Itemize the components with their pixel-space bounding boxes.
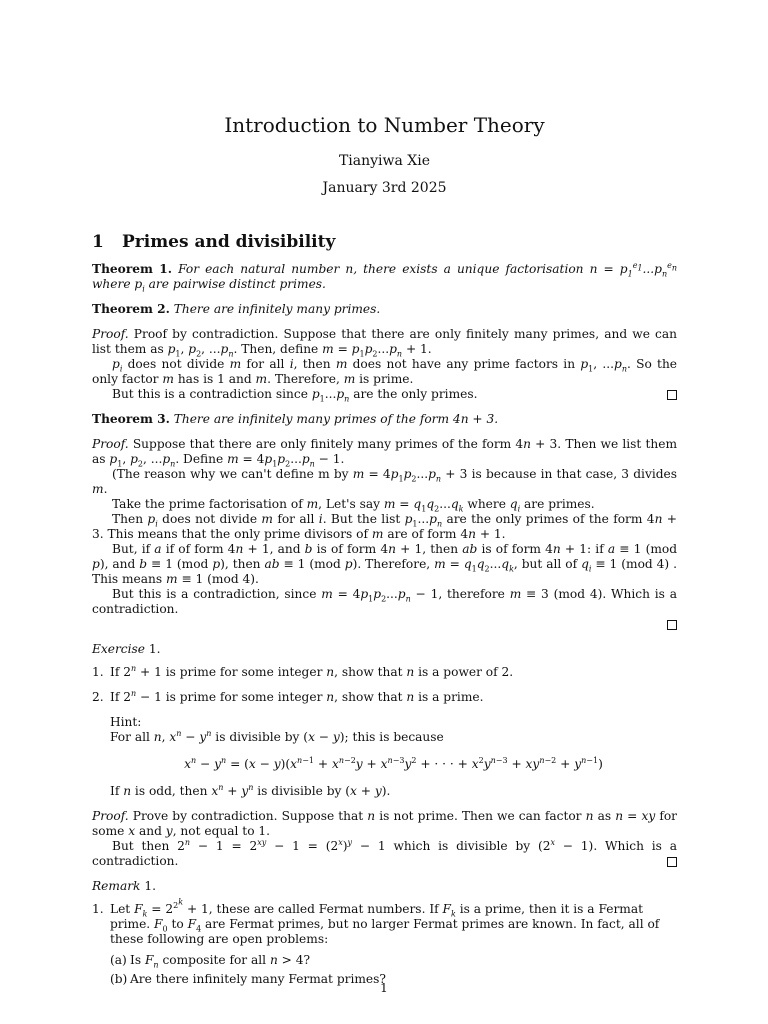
proof-label: Proof. [92,437,129,451]
exercise-1 [92,642,677,799]
theorem-label: Theorem 3. [92,412,170,426]
exercise-number: 1. [148,642,161,656]
theorem-label: Theorem 1. [92,262,173,276]
paper-date: January 3rd 2025 [322,180,447,196]
qed-box-icon [667,857,677,867]
theorem-text: There are infinitely many primes of the form 4n + 3. [173,412,499,426]
qed-box-icon [667,620,677,630]
remark-1 [92,879,677,987]
qed-box-icon [667,390,677,400]
display-equation: $x^n - y^n = (x - y)(x^{n-1} + x^{n-2}y + x^{n-3}y^2$ + · · · + $x^2y^{n-3} + xy^{n-2} + y^{n-1}$) [184,755,603,771]
section-body [92,262,677,997]
theorem-label: Theorem 2. [92,302,170,316]
odd-line: If n is odd, then $x^n + y^n$ is divisible by (x + y). [110,782,391,798]
section-title: Primes and divisibility [122,232,336,252]
theorem-1 [92,262,677,292]
author-name: Tianyiwa Xie [338,153,431,169]
proof-2: Proof. Suppose that there are only finitely many primes of the form 4n + 3. Then we list them as $p_1$, $p_2$, $...p_n$. Define $m = 4p_1p_2...p_n - 1$. (The reason why we can't define m by $m = 4p_1p_2...p_n + 3$ is because in that case, 3 divides m. Take the prime factorisation of m, Let's say $m = q_1q_2...q_k$ where $q_i$ are primes. Then $p_i$ does not divide m for all i. But the list $p_1...p_n$ are the only primes of the form 4n + 3. This means that the only prime divisors of m are of form 4n + 1. But, if a if of form 4n + 1, and b is of form 4n + 1, then ab is of form 4n + 1: if a ≡ 1 (mod p), and b ≡ 1 (mod p), then ab ≡ 1 (mod p). Therefore, $m = q_1q_2...q_k$, but all of $q_i \equiv 1$ (mod 4) . This means m ≡ 1 (mod 4). But this is a contradiction, since $m = 4p_1p_2...p_n - 1$, therefore m ≡ 3 (mod 4). Which is a contradiction. [92,437,677,632]
remark-label: Remark [92,879,141,893]
exercise-label: Exercise [92,642,145,656]
proof-label: Proof. [92,809,129,823]
theorem-2 [92,302,677,317]
theorem-text: For each natural number n, there exists a unique factorisation $n = p_1^{e_1}...p_n^{e_n}$ where $p_i$ are pairwise distinct primes. [92,260,677,294]
remark-number: 1. [144,879,156,893]
theorem-text: There are infinitely many primes. [173,302,381,316]
proof-label: Proof. [92,327,129,341]
hint-block [110,715,677,799]
list-item: 1. If $2^n + 1$ is prime for some integer n, show that n is a power of 2. [92,663,514,679]
exercise-list [92,665,677,799]
hint-line: For all n, $x^n - y^n$ is divisible by (x − y); this is because [110,728,444,744]
list-item: 2. If $2^n - 1$ is prime for some integer n, show that n is a prime. Hint: For all n, $x^n - y^n$ is divisible by (x − y); this is because $x^n - y^n = (x - y)(x^{n-1} + x^{n-2}y + x^{n-3}y^2$ + · · · + $x^2y^{n-3} + xy^{n-2} + y^{n-1}$) If n is odd, then $x^n + y^n$ is divisible by (x + y). [92,690,677,799]
page-number: 1 [380,981,388,995]
list-item: (b) Are there infinitely many Fermat primes? [110,972,386,986]
list-item: (a) Is $F_n$ composite for all n > 4? [110,953,311,970]
section-heading [92,232,335,252]
hint-label: Hint: [110,715,142,729]
section-number: 1 [92,232,104,252]
theorem-3 [92,412,677,427]
remark-list [92,897,677,987]
proof-3: Proof. Prove by contradiction. Suppose that n is not prime. Then we can factor n as n = xy for some x and y, not equal to 1. But then $2^n - 1 = 2^{xy} - 1 = (2^x)^y - 1$ which is divisible by $(2^x - 1)$. Which is a contradiction. [92,809,677,868]
proof-1: Proof. Proof by contradiction. Suppose that there are only finitely many primes, and we can list them as $p_1$, $p_2$, $...p_n$. Then, define $m = p_1p_2...p_n + 1$. $p_i$ does not divide m for all i, then m does not have any prime factors in $p_1$, $...p_n$. So the only factor m has is 1 and m. Therefore, m is prime. But this is a contradiction since $p_1...p_n$ are the only primes. [92,327,678,404]
list-item: 1. Let $F_k = 2^{2^k} + 1$, these are called Fermat numbers. If $F_k$ is a prime, then it is a Fermat prime. $F_0$ to $F_4$ are Fermat primes, but no larger Fermat primes are known. In fact, all of these following are open problems: (a) Is $F_n$ composite for all n > 4? (b) Are there infinitely many Fermat primes? [92,902,677,987]
paper-title: Introduction to Number Theory [224,113,545,137]
